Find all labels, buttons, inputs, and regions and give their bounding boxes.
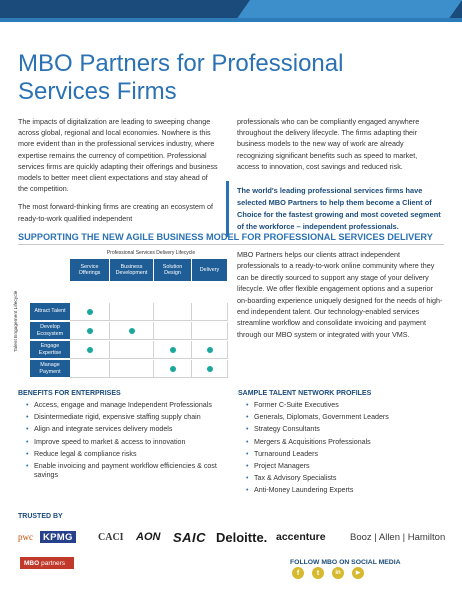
banner-stripe-thin bbox=[0, 18, 462, 22]
matrix-dot bbox=[129, 328, 135, 334]
saic-logo: SAIC bbox=[173, 529, 207, 545]
intro-left-column bbox=[18, 116, 218, 231]
intro-paragraph: The most forward-thinking firms are creating an ecosystem of ready-to-work qualified independent bbox=[18, 202, 213, 223]
matrix-column-header: Solution Design bbox=[154, 259, 192, 281]
profile-item: • Mergers & Acquisitions Professionals bbox=[246, 438, 446, 447]
profile-item: • Project Managers bbox=[246, 462, 446, 471]
section-body: MBO Partners helps our clients attract independent professionals to a ready-to-work online community where they can be directly sourced to support any stage of your delivery lifecycle. We offer flexible engagement options and a superior on-boarding experience uniquely designed for the needs of high-end independent talent. Our technology-enabled services streamline workflow and consolidate invoicing and payment through our MBO system or integrated with your VMS. bbox=[237, 250, 443, 339]
intro-paragraph: professionals who can be compliantly engaged anywhere throughout the delivery lifecycle. The firms adapting their business models to the new way of work are already recognizing significant benefits such as speed to market, access to innovation, cost savings and reduced risk. bbox=[237, 117, 420, 171]
pwc-logo: pwc bbox=[18, 532, 33, 542]
accenture-logo: accenture bbox=[276, 531, 326, 543]
booz-allen-hamilton-logo: Booz | Allen | Hamilton bbox=[350, 531, 446, 543]
matrix-dot bbox=[170, 347, 176, 353]
callout-quote: The world's leading professional services firms have selected MBO Partners to help them become a Client of Choice for the fastest growing and most coveted segment of the workforce – independent professionals. bbox=[226, 181, 442, 237]
profiles-list bbox=[246, 401, 446, 499]
linkedin-icon[interactable]: in bbox=[332, 567, 344, 579]
profile-item: • Anti-Money Laundering Experts bbox=[246, 486, 446, 495]
matrix-dot bbox=[170, 366, 176, 372]
matrix-cell bbox=[192, 360, 228, 378]
matrix-cell bbox=[192, 322, 228, 340]
matrix-cell bbox=[154, 360, 192, 378]
matrix-column-header: Delivery bbox=[192, 259, 228, 281]
benefit-item: • Align and integrate services delivery models bbox=[26, 425, 226, 434]
matrix-cell bbox=[110, 341, 154, 359]
matrix-row-header: Attract Talent bbox=[30, 303, 70, 321]
matrix-side-label: Talent Engagement Lifecycle bbox=[14, 290, 19, 352]
profiles-heading: SAMPLE TALENT NETWORK PROFILES bbox=[238, 390, 372, 397]
social-heading: FOLLOW MBO ON SOCIAL MEDIA bbox=[290, 559, 401, 566]
matrix-cell bbox=[154, 341, 192, 359]
benefits-list bbox=[26, 401, 226, 483]
profile-item: • Former C-Suite Executives bbox=[246, 401, 446, 410]
mbo-logo-suffix: partners bbox=[41, 559, 66, 567]
profile-item: • Turnaround Leaders bbox=[246, 450, 446, 459]
client-logos bbox=[18, 524, 448, 550]
intro-right-column bbox=[237, 116, 441, 179]
matrix-cell bbox=[110, 322, 154, 340]
matrix-cell bbox=[192, 341, 228, 359]
kpmg-logo: KPMG bbox=[40, 531, 76, 543]
matrix-dot bbox=[87, 328, 93, 334]
matrix-column-header: Service Offerings bbox=[70, 259, 110, 281]
benefits-heading: BENEFITS FOR ENTERPRISES bbox=[18, 390, 121, 397]
benefit-item: • Access, engage and manage Independent Professionals bbox=[26, 401, 226, 410]
aon-logo: AON bbox=[136, 531, 161, 543]
mbo-logo-brand: MBO bbox=[24, 559, 40, 567]
section-heading: SUPPORTING THE NEW AGILE BUSINESS MODEL FOR PROFESSIONAL SERVICES DELIVERY bbox=[18, 232, 433, 242]
matrix-dot bbox=[207, 366, 213, 372]
matrix-row-header: Engage Expertise bbox=[30, 341, 70, 359]
matrix-cell bbox=[70, 360, 110, 378]
youtube-icon[interactable]: ▶ bbox=[352, 567, 364, 579]
trusted-heading: TRUSTED BY bbox=[18, 513, 63, 520]
banner-stripe-accent bbox=[237, 0, 462, 18]
profile-item: • Tax & Advisory Specialists bbox=[246, 474, 446, 483]
benefit-item: • Disintermediate rigid, expensive staffing supply chain bbox=[26, 413, 226, 422]
matrix-cell bbox=[70, 341, 110, 359]
mbo-partners-logo[interactable] bbox=[20, 557, 74, 569]
matrix-cell bbox=[70, 322, 110, 340]
caci-logo: CACI bbox=[98, 531, 124, 543]
profile-item: • Strategy Consultants bbox=[246, 425, 446, 434]
matrix-row-header: Develop Ecosystem bbox=[30, 322, 70, 340]
matrix-title: Professional Services Delivery Lifecycle bbox=[106, 250, 196, 256]
twitter-icon[interactable]: t bbox=[312, 567, 324, 579]
benefit-item: • Improve speed to market & access to innovation bbox=[26, 438, 226, 447]
matrix-row-header: Manage Payment bbox=[30, 360, 70, 378]
deloitte-logo: Deloitte. bbox=[216, 529, 268, 545]
matrix-cell bbox=[192, 303, 228, 321]
benefit-item: • Reduce legal & compliance risks bbox=[26, 450, 226, 459]
matrix-cell bbox=[110, 303, 154, 321]
header-banner bbox=[0, 0, 462, 26]
matrix-cell bbox=[154, 303, 192, 321]
matrix-column-header: Business Development bbox=[110, 259, 154, 281]
matrix-cell bbox=[154, 322, 192, 340]
matrix-dot bbox=[207, 347, 213, 353]
matrix-cell bbox=[110, 360, 154, 378]
matrix-dot bbox=[87, 347, 93, 353]
matrix-cell bbox=[70, 303, 110, 321]
section-divider bbox=[18, 244, 444, 245]
facebook-icon[interactable]: f bbox=[292, 567, 304, 579]
intro-paragraph: The impacts of digitalization are leading to sweeping change across global, regional and local economies. Nowhere is this more evident than in the professional services industry, where expertise remains the currency of competition. Professional services firms are quickly adapting their offerings and business models to better meet client expectations and stay ahead of the competition. bbox=[18, 117, 218, 194]
benefit-item: • Enable invoicing and payment workflow efficiencies & cost savings bbox=[26, 462, 226, 480]
profile-item: • Generals, Diplomats, Government Leaders bbox=[246, 413, 446, 422]
page-title: MBO Partners for Professional Services Firms bbox=[18, 50, 344, 105]
matrix-dot bbox=[87, 309, 93, 315]
